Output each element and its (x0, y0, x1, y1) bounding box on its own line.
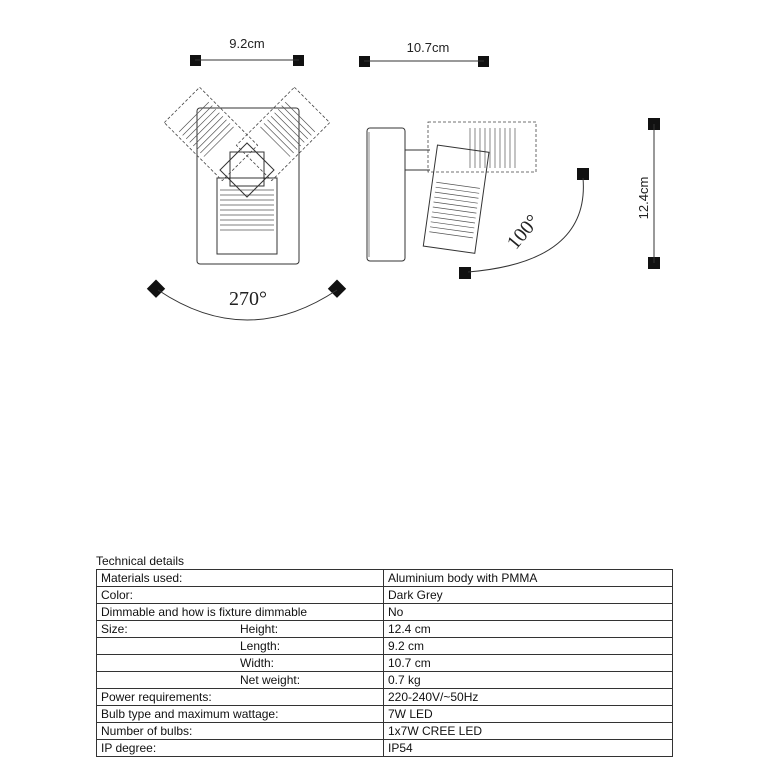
row-label: Bulb type and maximum wattage: (97, 706, 384, 723)
row-value: 7W LED (384, 706, 673, 723)
row-sublabel: Width: (240, 656, 275, 670)
row-label: Dimmable and how is fixture dimmable (97, 604, 384, 621)
table-row (97, 621, 673, 638)
table-row (97, 570, 673, 587)
row-value: 1x7W CREE LED (384, 723, 673, 740)
row-label (97, 672, 384, 689)
row-value: 12.4 cm (384, 621, 673, 638)
table-row (97, 587, 673, 604)
table-row (97, 740, 673, 757)
row-value: 0.7 kg (384, 672, 673, 689)
row-label: Power requirements: (97, 689, 384, 706)
technical-details-table (96, 569, 673, 757)
table-row (97, 706, 673, 723)
row-value: IP54 (384, 740, 673, 757)
table-row (97, 638, 673, 655)
row-value: 10.7 cm (384, 655, 673, 672)
row-label (97, 638, 384, 655)
row-value: 9.2 cm (384, 638, 673, 655)
front-width-label: 9.2cm (229, 36, 265, 51)
technical-details-title: Technical details (96, 554, 185, 568)
row-label: Number of bulbs: (97, 723, 384, 740)
table-row (97, 604, 673, 621)
row-value: Dark Grey (384, 587, 673, 604)
table-row (97, 655, 673, 672)
row-value: Aluminium body with PMMA (384, 570, 673, 587)
row-label (97, 655, 384, 672)
front-rotation-arc (147, 280, 346, 320)
table-row (97, 689, 673, 706)
technical-drawing (0, 0, 767, 340)
table-row (97, 723, 673, 740)
row-label: Color: (97, 587, 384, 604)
row-sublabel: Height: (240, 622, 279, 636)
side-width-dimension (359, 40, 489, 67)
row-label: Size: Height: (97, 621, 384, 638)
front-view-fixture (164, 87, 329, 264)
row-sublabel: Length: (240, 639, 281, 653)
row-value: No (384, 604, 673, 621)
table-row (97, 672, 673, 689)
height-dimension (636, 118, 660, 269)
side-rotation-label: 100° (502, 210, 545, 254)
row-value: 220-240V/~50Hz (384, 689, 673, 706)
row-sublabel: Net weight: (240, 673, 301, 687)
front-width-dimension (190, 36, 304, 66)
side-width-label: 10.7cm (406, 40, 450, 55)
front-rotation-label: 270° (229, 288, 267, 310)
row-label: IP degree: (97, 740, 384, 757)
row-label: Materials used: (97, 570, 384, 587)
height-label: 12.4cm (636, 176, 651, 220)
